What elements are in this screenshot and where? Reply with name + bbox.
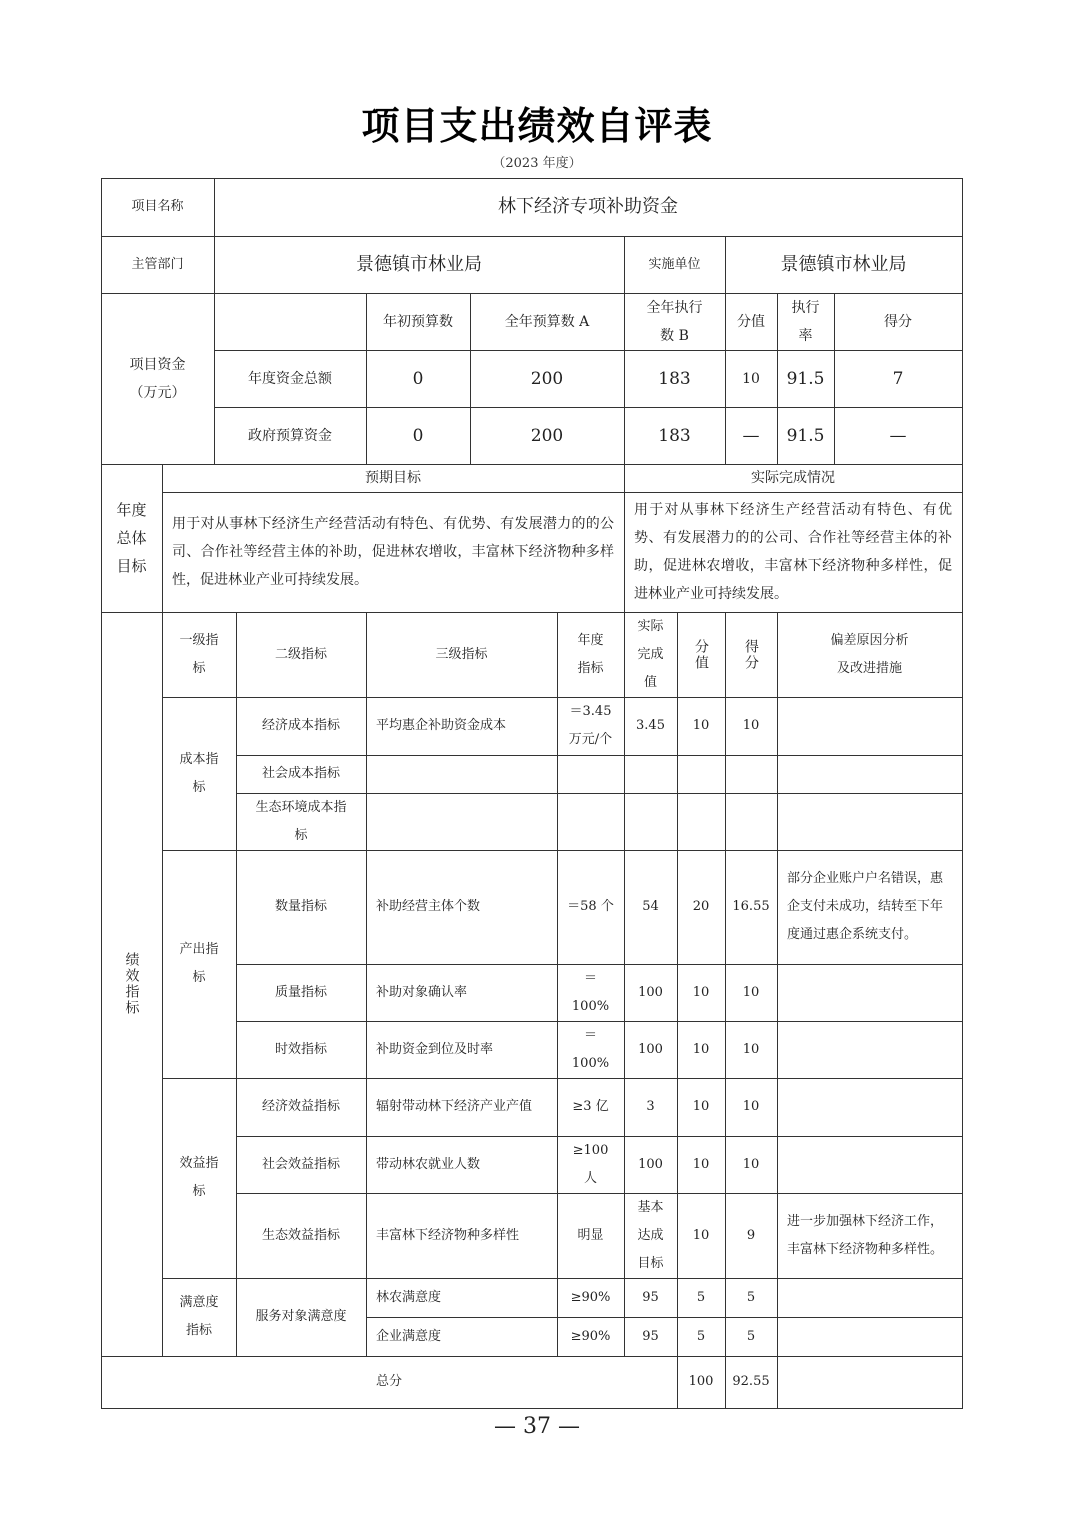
year-subtitle: （2023 年度） — [492, 156, 582, 171]
row-eco-benefit-score: 9 — [746, 1227, 756, 1243]
perf-header-l1-a: 一级指 — [179, 632, 219, 648]
row-timeliness-l2: 时效指标 — [274, 1041, 327, 1057]
row-econ-cost-l3: 平均惠企补助资金成本 — [376, 718, 507, 733]
funds-header-exec-line2: 数 B — [660, 327, 689, 344]
perf-header-reason-b: 及改进措施 — [836, 660, 902, 676]
project-name-value: 林下经济专项补助资金 — [498, 196, 678, 217]
perf-header-target-b: 指标 — [577, 660, 604, 676]
row-quality-target — [557, 964, 624, 1021]
dept-value: 景德镇市林业局 — [356, 253, 482, 275]
funds-row-rate: 91.5 — [786, 368, 825, 389]
goals-label-line3: 目标 — [116, 557, 147, 575]
funds-row-score: 7 — [892, 368, 904, 389]
perf-header-reason-a: 偏差原因分析 — [830, 632, 909, 648]
row-econ-cost-weight: 10 — [692, 718, 710, 733]
group-satisfaction-a: 满意度 — [179, 1295, 219, 1310]
table-border-right — [962, 178, 963, 1409]
table-border-bottom — [101, 1408, 963, 1409]
row-econ-benefit-l2: 经济效益指标 — [261, 1099, 340, 1114]
goals-label — [101, 464, 162, 612]
funds-label-line2: （万元） — [129, 384, 186, 401]
project-name-label: 项目名称 — [131, 199, 184, 214]
row-econ-cost-l2: 经济成本指标 — [261, 718, 340, 733]
funds-header-score: 得分 — [884, 313, 912, 330]
row-social-benefit-l2: 社会效益指标 — [261, 1156, 340, 1172]
funds-row-name: 年度资金总额 — [248, 370, 332, 387]
group-cost-b: 标 — [192, 779, 206, 795]
row-eco-benefit-l3: 丰富林下经济物种多样性 — [376, 1227, 520, 1243]
row-quantity-l3: 补助经营主体个数 — [376, 899, 481, 914]
goals-label-line2: 总体 — [116, 529, 147, 547]
row-econ-cost-target-a: ＝3.45 — [569, 704, 612, 719]
group-output — [162, 850, 236, 1078]
funds-row-weight: 10 — [742, 370, 760, 387]
row-quality-target-a: ＝ — [583, 970, 597, 986]
perf-header-l1-b: 标 — [192, 660, 206, 676]
row-eco-benefit-l2: 生态效益指标 — [261, 1227, 340, 1243]
total-score: 92.55 — [732, 1374, 770, 1389]
row-econ-cost-target — [557, 697, 624, 755]
goals-label-line1: 年度 — [116, 501, 147, 519]
funds-header-initial: 年初预算数 — [383, 313, 453, 330]
perf-section-label-text: 绩效指标 — [123, 952, 140, 1016]
row-biz-sat-score: 5 — [746, 1328, 756, 1344]
dept-label: 主管部门 — [131, 256, 184, 272]
row-farmer-sat-l3: 林农满意度 — [376, 1289, 442, 1305]
funds-row-weight: — — [742, 425, 760, 446]
row-biz-sat-weight: 5 — [696, 1328, 706, 1344]
row-timeliness-target-b: 100% — [571, 1055, 610, 1071]
unit-label: 实施单位 — [648, 256, 701, 272]
row-eco-benefit-target: 明显 — [577, 1227, 604, 1243]
row-quality-target-b: 100% — [571, 998, 610, 1014]
total-weight: 100 — [688, 1374, 714, 1389]
row-quantity-actual: 54 — [642, 899, 659, 914]
row-econ-cost-actual: 3.45 — [636, 718, 665, 733]
perf-header-l1 — [162, 612, 236, 697]
row-social-benefit-target — [557, 1136, 624, 1193]
row-econ-benefit-weight: 10 — [692, 1099, 710, 1114]
row-social-benefit-score: 10 — [742, 1156, 760, 1172]
row-quantity-reason: 部分企业账户户名错误，惠企支付未成功，结转至下年度通过惠企系统支付。 — [787, 871, 944, 942]
row-econ-cost-target-b: 万元/个 — [568, 732, 613, 747]
actual-result-header: 实际完成情况 — [751, 470, 835, 486]
row-timeliness-score: 10 — [742, 1041, 760, 1057]
funds-header-rate — [777, 293, 834, 350]
group-output-a: 产出指 — [179, 942, 219, 957]
row-econ-benefit-actual: 3 — [646, 1099, 655, 1114]
row-quality-score: 10 — [742, 984, 760, 1000]
row-eco-cost-l2-a: 生态环境成本指 — [255, 799, 347, 815]
row-econ-benefit-score: 10 — [742, 1099, 760, 1114]
funds-header-weight: 分值 — [737, 313, 765, 330]
row-quantity-score: 16.55 — [732, 899, 770, 914]
row-quantity-l2: 数量指标 — [274, 899, 327, 914]
perf-header-actual — [624, 612, 677, 697]
perf-header-weight — [677, 612, 725, 697]
perf-header-score-text: 得分 — [743, 638, 759, 671]
row-timeliness-target — [557, 1021, 624, 1078]
funds-label-line1: 项目资金 — [129, 356, 186, 373]
row-sat-l2: 服务对象满意度 — [255, 1309, 347, 1324]
page-number: — 37 — — [494, 1414, 580, 1439]
row-farmer-sat-score: 5 — [746, 1289, 756, 1305]
funds-label — [101, 293, 214, 464]
row-quantity-weight: 20 — [692, 899, 710, 914]
funds-header-exec-line1: 全年执行 — [646, 299, 703, 316]
funds-row-initial: 0 — [412, 368, 424, 389]
row-econ-benefit-l3: 辐射带动林下经济产业产值 — [376, 1099, 533, 1114]
group-satisfaction — [162, 1278, 236, 1356]
group-benefit — [162, 1078, 236, 1278]
row-quality-l3: 补助对象确认率 — [376, 984, 468, 1000]
actual-result-text: 用于对从事林下经济生产经营活动有特色、有优势、有发展潜力的的公司、合作社等经营主体的补助，促进林农增收，丰富林下经济物种多样性，促进林业产业可持续发展。 — [634, 502, 952, 602]
funds-row-exec: 183 — [658, 368, 691, 389]
row-social-benefit-l3: 带动林农就业人数 — [376, 1156, 481, 1172]
funds-row-initial: 0 — [412, 425, 424, 446]
total-label: 总分 — [376, 1374, 403, 1389]
group-benefit-a: 效益指 — [179, 1156, 219, 1171]
perf-header-reason — [777, 612, 962, 697]
row-biz-sat-actual: 95 — [642, 1328, 659, 1344]
row-biz-sat-l3: 企业满意度 — [376, 1328, 442, 1344]
row-timeliness-weight: 10 — [692, 1041, 710, 1057]
funds-header-rate-line1: 执行 — [791, 299, 820, 316]
funds-row-rate: 91.5 — [786, 425, 825, 446]
row-timeliness-target-a: ＝ — [583, 1027, 597, 1043]
row-social-benefit-actual: 100 — [638, 1156, 663, 1172]
page-title: 项目支出绩效自评表 — [361, 104, 713, 148]
funds-row-exec: 183 — [658, 425, 691, 446]
perf-header-actual-b: 完成 — [637, 646, 664, 662]
group-satisfaction-b: 指标 — [185, 1323, 212, 1338]
group-benefit-b: 标 — [192, 1184, 206, 1199]
group-output-b: 标 — [192, 970, 206, 985]
group-cost-a: 成本指 — [179, 751, 219, 767]
funds-row-name: 政府预算资金 — [248, 427, 332, 444]
row-timeliness-actual: 100 — [638, 1041, 663, 1057]
row-biz-sat-target: ≥90% — [570, 1328, 611, 1344]
row-eco-benefit-weight: 10 — [692, 1227, 710, 1243]
perf-header-l3: 三级指标 — [435, 646, 488, 662]
row-social-cost-l2: 社会成本指标 — [261, 766, 340, 781]
unit-value: 景德镇市林业局 — [780, 253, 907, 275]
expected-goal-header: 预期目标 — [365, 470, 421, 486]
row-eco-benefit-actual-a: 基本 — [637, 1199, 664, 1215]
row-eco-cost-l2 — [236, 793, 366, 850]
funds-row-score: — — [889, 425, 907, 446]
funds-header-rate-line2: 率 — [798, 327, 813, 344]
row-farmer-sat-target: ≥90% — [570, 1289, 611, 1305]
row-farmer-sat-weight: 5 — [696, 1289, 706, 1305]
grid-line — [777, 612, 778, 1408]
row-quality-l2: 质量指标 — [274, 984, 327, 1000]
row-social-benefit-target-b: 人 — [583, 1170, 597, 1186]
expected-goal-text: 用于对从事林下经济生产经营活动有特色、有优势、有发展潜力的的公司、合作社等经营主体的补助，促进林农增收，丰富林下经济物种多样性，促进林业产业可持续发展。 — [172, 516, 614, 588]
row-eco-benefit-actual-c: 目标 — [637, 1255, 664, 1271]
row-quantity-target: ＝58 个 — [567, 899, 614, 914]
row-quality-weight: 10 — [692, 984, 710, 1000]
perf-header-actual-a: 实际 — [637, 618, 664, 634]
row-eco-benefit-actual — [624, 1193, 677, 1278]
funds-row-annual: 200 — [530, 368, 564, 389]
funds-row-annual: 200 — [530, 425, 564, 446]
row-timeliness-l3: 补助资金到位及时率 — [376, 1041, 494, 1057]
funds-header-annual: 全年预算数 A — [504, 313, 590, 330]
perf-header-actual-c: 值 — [643, 674, 657, 690]
row-social-benefit-weight: 10 — [692, 1156, 710, 1172]
perf-header-target-a: 年度 — [577, 632, 604, 648]
perf-header-target — [557, 612, 624, 697]
perf-section-label — [101, 612, 162, 1356]
perf-header-l2: 二级指标 — [274, 646, 327, 662]
perf-header-score — [725, 612, 777, 697]
group-cost — [162, 697, 236, 850]
row-social-benefit-target-a: ≥100 — [572, 1142, 609, 1158]
row-eco-benefit-actual-b: 达成 — [637, 1227, 664, 1243]
funds-header-exec — [624, 293, 725, 350]
row-quality-actual: 100 — [638, 984, 663, 1000]
row-eco-benefit-reason: 进一步加强林下经济工作，丰富林下经济物种多样性。 — [787, 1213, 944, 1257]
row-econ-benefit-target: ≥3 亿 — [572, 1099, 609, 1114]
row-eco-cost-l2-b: 标 — [294, 827, 308, 843]
perf-header-weight-text: 分值 — [693, 638, 709, 671]
row-farmer-sat-actual: 95 — [642, 1289, 659, 1305]
row-econ-cost-score: 10 — [742, 718, 760, 733]
